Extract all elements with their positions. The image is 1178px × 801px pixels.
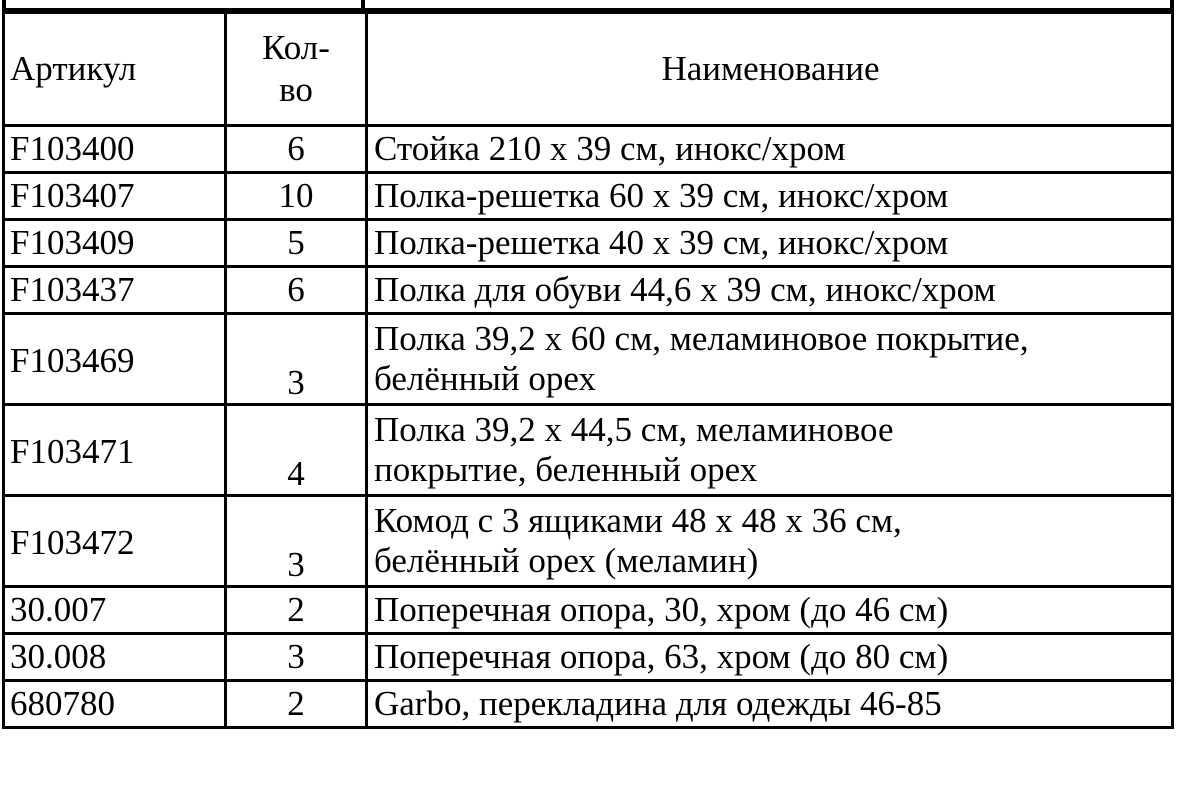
cell-name: Garbo, перекладина для одежды 46-85 xyxy=(367,681,1173,728)
table-row xyxy=(4,681,1173,728)
cell-name-line1: Полка 39,2 х 60 см, меламиновое покрытие, xyxy=(374,319,1029,358)
cell-name-line2: белённый орех (меламин) xyxy=(374,541,759,580)
cell-quantity: 2 xyxy=(226,681,367,728)
cell-name: Полка-решетка 60 х 39 см, инокс/хром xyxy=(367,173,1173,220)
cell-quantity: 6 xyxy=(226,267,367,314)
cell-quantity: 3 xyxy=(226,496,367,587)
cell-name: Стойка 210 х 39 см, инокс/хром xyxy=(367,126,1173,173)
table-row xyxy=(4,496,1173,587)
table-row xyxy=(4,587,1173,634)
cell-name: Поперечная опора, 63, хром (до 80 см) xyxy=(367,634,1173,681)
cell-quantity: 3 xyxy=(226,634,367,681)
header-quantity-line1: Кол- xyxy=(262,28,330,67)
specification-table xyxy=(2,8,1174,729)
cell-name-line2: покрытие, беленный орех xyxy=(374,450,758,489)
table-row xyxy=(4,220,1173,267)
cell-quantity: 6 xyxy=(226,126,367,173)
cell-article: F103400 xyxy=(4,126,226,173)
cell-article: F103409 xyxy=(4,220,226,267)
cell-quantity: 10 xyxy=(226,173,367,220)
cell-name-line1: Комод с 3 ящиками 48 х 48 х 36 см, xyxy=(374,501,902,540)
cell-name: Полка-решетка 40 х 39 см, инокс/хром xyxy=(367,220,1173,267)
header-article: Артикул xyxy=(4,11,226,126)
header-quantity-line2: во xyxy=(279,70,313,109)
cell-name-line1: Полка 39,2 х 44,5 см, меламиновое xyxy=(374,410,894,449)
cell-article: 30.008 xyxy=(4,634,226,681)
cell-name xyxy=(367,496,1173,587)
cell-name: Полка для обуви 44,6 х 39 см, инокс/хром xyxy=(367,267,1173,314)
cell-name-line2: белённый орех xyxy=(374,359,596,398)
cell-quantity: 4 xyxy=(226,405,367,496)
cell-quantity: 2 xyxy=(226,587,367,634)
table-row xyxy=(4,126,1173,173)
table-row xyxy=(4,173,1173,220)
cell-quantity: 3 xyxy=(226,314,367,405)
header-quantity xyxy=(226,11,367,126)
table-row xyxy=(4,405,1173,496)
cell-article: F103407 xyxy=(4,173,226,220)
cell-article: F103472 xyxy=(4,496,226,587)
cell-name: Поперечная опора, 30, хром (до 46 см) xyxy=(367,587,1173,634)
table-row xyxy=(4,314,1173,405)
table-header-row xyxy=(4,11,1173,126)
cell-name xyxy=(367,405,1173,496)
cell-article: F103469 xyxy=(4,314,226,405)
cell-quantity: 5 xyxy=(226,220,367,267)
cell-article: 680780 xyxy=(4,681,226,728)
cell-name xyxy=(367,314,1173,405)
table-row xyxy=(4,267,1173,314)
header-name: Наименование xyxy=(367,11,1173,126)
table-row xyxy=(4,634,1173,681)
cell-article: F103437 xyxy=(4,267,226,314)
cell-article: 30.007 xyxy=(4,587,226,634)
cell-article: F103471 xyxy=(4,405,226,496)
